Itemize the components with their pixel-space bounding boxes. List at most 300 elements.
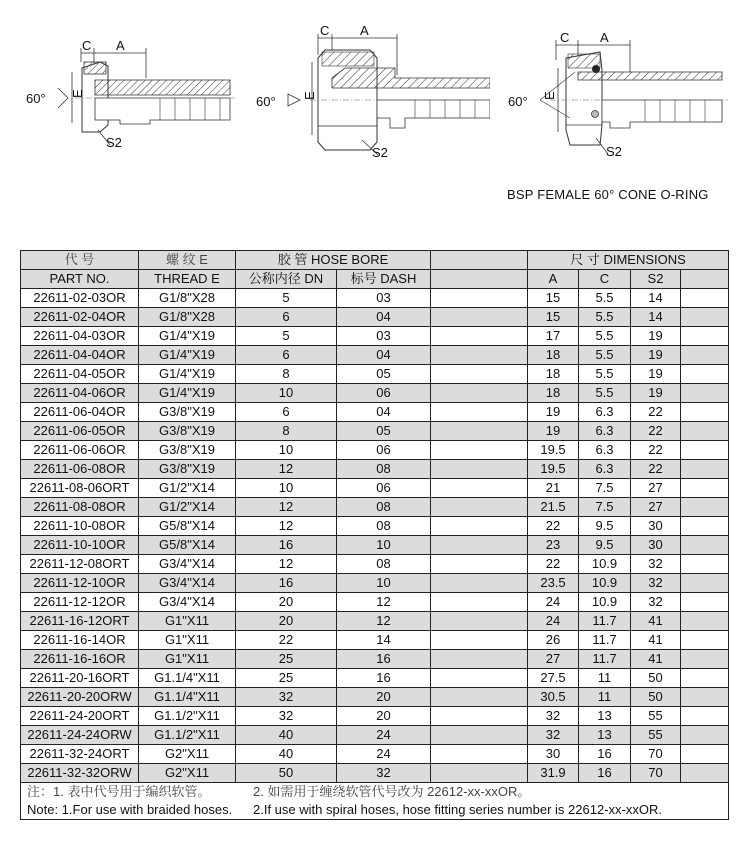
cell-s2: 70 xyxy=(631,745,681,764)
cell-dash: 32 xyxy=(337,764,431,783)
cell-blank xyxy=(431,289,528,308)
cell-blank xyxy=(681,346,729,365)
cell-a: 26 xyxy=(528,631,579,650)
cell-s2: 19 xyxy=(631,327,681,346)
note-cn-2: 2. 如需用于缠绕软管代号改为 22612-xx-xxOR。 xyxy=(253,784,531,799)
cell-part: 22611-06-04OR xyxy=(21,403,139,422)
cell-a: 18 xyxy=(528,384,579,403)
cell-blank xyxy=(431,555,528,574)
table-row xyxy=(21,631,729,650)
cell-thread: G1"X11 xyxy=(139,631,236,650)
table-row xyxy=(21,593,729,612)
cell-dn: 12 xyxy=(236,555,337,574)
cell-c: 7.5 xyxy=(579,479,631,498)
cell-c: 10.9 xyxy=(579,555,631,574)
cell-s2: 14 xyxy=(631,308,681,327)
cell-dash: 12 xyxy=(337,612,431,631)
cell-thread: G1.1/4"X11 xyxy=(139,688,236,707)
cell-blank xyxy=(431,308,528,327)
cell-c: 16 xyxy=(579,745,631,764)
table-row xyxy=(21,365,729,384)
cell-blank xyxy=(681,764,729,783)
cell-dn: 40 xyxy=(236,726,337,745)
cell-a: 30 xyxy=(528,745,579,764)
fitting-diagram-icon xyxy=(20,0,240,160)
cell-dn: 10 xyxy=(236,479,337,498)
notes-cn xyxy=(27,783,728,801)
cell-blank xyxy=(681,384,729,403)
cell-blank xyxy=(431,593,528,612)
cell-thread: G1/2"X14 xyxy=(139,498,236,517)
notes-en xyxy=(27,801,728,819)
cell-dash: 16 xyxy=(337,650,431,669)
cell-blank xyxy=(431,441,528,460)
cell-blank xyxy=(681,403,729,422)
header-blank xyxy=(681,270,729,289)
header-blank xyxy=(431,251,528,270)
cell-dn: 12 xyxy=(236,460,337,479)
svg-text:E: E xyxy=(542,91,557,100)
cell-thread: G1/8"X28 xyxy=(139,308,236,327)
header-thread-cn: 螺 纹 E xyxy=(139,251,236,270)
cell-blank xyxy=(431,498,528,517)
cell-part: 22611-04-03OR xyxy=(21,327,139,346)
cell-c: 11.7 xyxy=(579,631,631,650)
cell-c: 5.5 xyxy=(579,327,631,346)
cell-a: 27 xyxy=(528,650,579,669)
cell-thread: G1/4"X19 xyxy=(139,384,236,403)
cell-part: 22611-24-20ORT xyxy=(21,707,139,726)
cell-c: 9.5 xyxy=(579,536,631,555)
product-caption: BSP FEMALE 60° CONE O-RING xyxy=(507,187,709,202)
svg-text:A: A xyxy=(360,23,369,38)
cell-blank xyxy=(431,688,528,707)
cell-blank xyxy=(431,574,528,593)
table-row xyxy=(21,498,729,517)
cell-a: 19 xyxy=(528,403,579,422)
specifications-table xyxy=(20,250,729,820)
header-dn: 公称内径 DN xyxy=(236,270,337,289)
cell-dn: 25 xyxy=(236,669,337,688)
cell-thread: G5/8"X14 xyxy=(139,517,236,536)
svg-text:A: A xyxy=(600,30,609,45)
svg-text:C: C xyxy=(560,30,570,45)
cell-blank xyxy=(681,536,729,555)
table-row xyxy=(21,346,729,365)
header-row-2 xyxy=(21,270,729,289)
cell-s2: 32 xyxy=(631,574,681,593)
cell-thread: G1/4"X19 xyxy=(139,346,236,365)
note-en-2: 2.If use with spiral hoses, hose fitting series number is 22612-xx-xxOR. xyxy=(253,802,662,817)
cell-s2: 41 xyxy=(631,650,681,669)
cell-s2: 30 xyxy=(631,536,681,555)
cell-thread: G3/4"X14 xyxy=(139,574,236,593)
cell-a: 18 xyxy=(528,346,579,365)
cell-thread: G3/8"X19 xyxy=(139,422,236,441)
cell-dash: 12 xyxy=(337,593,431,612)
cell-thread: G1/2"X14 xyxy=(139,479,236,498)
cell-dash: 24 xyxy=(337,745,431,764)
cell-a: 30.5 xyxy=(528,688,579,707)
cell-blank xyxy=(681,479,729,498)
cell-c: 10.9 xyxy=(579,574,631,593)
cell-thread: G2"X11 xyxy=(139,745,236,764)
fitting-diagram-icon xyxy=(500,0,730,165)
svg-text:60°: 60° xyxy=(508,94,528,109)
cell-dash: 04 xyxy=(337,308,431,327)
cell-part: 22611-08-08OR xyxy=(21,498,139,517)
cell-dash: 04 xyxy=(337,346,431,365)
cell-dash: 08 xyxy=(337,460,431,479)
table-row xyxy=(21,669,729,688)
fitting-drawing-1 xyxy=(20,0,240,160)
note-en-1: Note: 1.For use with braided hoses. xyxy=(27,802,233,817)
cell-dash: 03 xyxy=(337,289,431,308)
cell-blank xyxy=(431,327,528,346)
cell-thread: G1.1/4"X11 xyxy=(139,669,236,688)
table-row xyxy=(21,745,729,764)
cell-dn: 12 xyxy=(236,517,337,536)
cell-s2: 41 xyxy=(631,612,681,631)
cell-a: 27.5 xyxy=(528,669,579,688)
cell-part: 22611-12-12OR xyxy=(21,593,139,612)
cell-part: 22611-04-06OR xyxy=(21,384,139,403)
cell-c: 6.3 xyxy=(579,460,631,479)
cell-part: 22611-04-05OR xyxy=(21,365,139,384)
cell-dn: 5 xyxy=(236,289,337,308)
cell-s2: 22 xyxy=(631,403,681,422)
cell-blank xyxy=(681,726,729,745)
fitting-drawing-3 xyxy=(500,0,730,165)
table-row xyxy=(21,536,729,555)
svg-text:E: E xyxy=(302,91,317,100)
cell-blank xyxy=(681,555,729,574)
svg-text:E: E xyxy=(70,89,85,98)
table-row xyxy=(21,289,729,308)
cell-blank xyxy=(431,384,528,403)
cell-blank xyxy=(431,631,528,650)
cell-a: 32 xyxy=(528,726,579,745)
cell-thread: G1/4"X19 xyxy=(139,365,236,384)
cell-c: 16 xyxy=(579,764,631,783)
table-row xyxy=(21,707,729,726)
cell-s2: 32 xyxy=(631,593,681,612)
header-dimensions: 尺 寸 DIMENSIONS xyxy=(528,251,729,270)
cell-c: 5.5 xyxy=(579,346,631,365)
cell-part: 22611-10-10OR xyxy=(21,536,139,555)
cell-c: 5.5 xyxy=(579,289,631,308)
cell-c: 7.5 xyxy=(579,498,631,517)
cell-blank xyxy=(431,422,528,441)
cell-s2: 70 xyxy=(631,764,681,783)
cell-blank xyxy=(431,536,528,555)
cell-a: 24 xyxy=(528,612,579,631)
cell-c: 10.9 xyxy=(579,593,631,612)
svg-text:C: C xyxy=(82,38,92,53)
fitting-diagram-icon xyxy=(250,0,490,165)
cell-thread: G2"X11 xyxy=(139,764,236,783)
cell-a: 23 xyxy=(528,536,579,555)
table-row xyxy=(21,460,729,479)
cell-a: 22 xyxy=(528,517,579,536)
svg-text:S2: S2 xyxy=(606,144,622,159)
cell-part: 22611-02-03OR xyxy=(21,289,139,308)
cell-s2: 27 xyxy=(631,498,681,517)
cell-blank xyxy=(431,669,528,688)
cell-s2: 50 xyxy=(631,688,681,707)
cell-dash: 14 xyxy=(337,631,431,650)
cell-dn: 6 xyxy=(236,308,337,327)
header-part-no: PART NO. xyxy=(21,270,139,289)
table-row xyxy=(21,726,729,745)
cell-dash: 06 xyxy=(337,441,431,460)
cell-blank xyxy=(431,650,528,669)
cell-blank xyxy=(681,422,729,441)
cell-blank xyxy=(431,517,528,536)
cell-dash: 10 xyxy=(337,536,431,555)
cell-s2: 19 xyxy=(631,384,681,403)
table-row xyxy=(21,688,729,707)
header-dash: 标号 DASH xyxy=(337,270,431,289)
header-c: C xyxy=(579,270,631,289)
cell-dn: 20 xyxy=(236,593,337,612)
cell-dash: 03 xyxy=(337,327,431,346)
table-row xyxy=(21,764,729,783)
cell-dn: 8 xyxy=(236,365,337,384)
header-hose-bore: 胶 管 HOSE BORE xyxy=(236,251,431,270)
cell-blank xyxy=(681,669,729,688)
cell-a: 18 xyxy=(528,365,579,384)
cell-part: 22611-16-12ORT xyxy=(21,612,139,631)
cell-part: 22611-06-06OR xyxy=(21,441,139,460)
cell-a: 31.9 xyxy=(528,764,579,783)
table-row xyxy=(21,384,729,403)
cell-c: 6.3 xyxy=(579,403,631,422)
cell-s2: 22 xyxy=(631,460,681,479)
cell-c: 11.7 xyxy=(579,650,631,669)
table-row xyxy=(21,327,729,346)
cell-part: 22611-12-08ORT xyxy=(21,555,139,574)
cell-thread: G3/8"X19 xyxy=(139,441,236,460)
cell-dash: 16 xyxy=(337,669,431,688)
cell-dash: 10 xyxy=(337,574,431,593)
cell-a: 21 xyxy=(528,479,579,498)
cell-blank xyxy=(681,517,729,536)
cell-thread: G3/8"X19 xyxy=(139,403,236,422)
cell-blank xyxy=(431,346,528,365)
cell-c: 6.3 xyxy=(579,441,631,460)
cell-dn: 32 xyxy=(236,707,337,726)
cell-dash: 08 xyxy=(337,517,431,536)
header-thread: THREAD E xyxy=(139,270,236,289)
cell-c: 13 xyxy=(579,726,631,745)
cell-blank xyxy=(431,726,528,745)
cell-thread: G5/8"X14 xyxy=(139,536,236,555)
cell-a: 19 xyxy=(528,422,579,441)
header-row-1 xyxy=(21,251,729,270)
cell-a: 19.5 xyxy=(528,460,579,479)
cell-dn: 22 xyxy=(236,631,337,650)
table-row xyxy=(21,441,729,460)
cell-blank xyxy=(431,707,528,726)
svg-text:C: C xyxy=(320,23,330,38)
cell-s2: 27 xyxy=(631,479,681,498)
cell-part: 22611-32-32ORW xyxy=(21,764,139,783)
cell-c: 5.5 xyxy=(579,308,631,327)
cell-s2: 30 xyxy=(631,517,681,536)
note-cn-1: 注：1. 表中代号用于编织软管。 xyxy=(27,784,211,799)
cell-a: 19.5 xyxy=(528,441,579,460)
table-row xyxy=(21,555,729,574)
cell-blank xyxy=(681,688,729,707)
cell-s2: 19 xyxy=(631,346,681,365)
cell-s2: 55 xyxy=(631,726,681,745)
cell-part: 22611-08-06ORT xyxy=(21,479,139,498)
cell-part: 22611-06-05OR xyxy=(21,422,139,441)
cell-a: 17 xyxy=(528,327,579,346)
cell-dash: 05 xyxy=(337,365,431,384)
cell-blank xyxy=(681,593,729,612)
cell-c: 9.5 xyxy=(579,517,631,536)
cell-thread: G1.1/2"X11 xyxy=(139,726,236,745)
cell-part: 22611-04-04OR xyxy=(21,346,139,365)
notes-row xyxy=(21,783,729,820)
cell-part: 22611-10-08OR xyxy=(21,517,139,536)
cell-dn: 20 xyxy=(236,612,337,631)
cell-thread: G1/4"X19 xyxy=(139,327,236,346)
cell-blank xyxy=(431,365,528,384)
cell-dn: 6 xyxy=(236,403,337,422)
cell-dash: 05 xyxy=(337,422,431,441)
cell-thread: G3/4"X14 xyxy=(139,593,236,612)
cell-c: 13 xyxy=(579,707,631,726)
cell-blank xyxy=(681,745,729,764)
cell-blank xyxy=(681,460,729,479)
header-a: A xyxy=(528,270,579,289)
cell-s2: 32 xyxy=(631,555,681,574)
table-row xyxy=(21,422,729,441)
cell-c: 11.7 xyxy=(579,612,631,631)
table-row xyxy=(21,612,729,631)
header-part-cn: 代 号 xyxy=(21,251,139,270)
cell-dash: 20 xyxy=(337,688,431,707)
cell-part: 22611-20-16ORT xyxy=(21,669,139,688)
cell-blank xyxy=(681,441,729,460)
cell-blank xyxy=(431,612,528,631)
cell-blank xyxy=(681,650,729,669)
cell-a: 15 xyxy=(528,308,579,327)
header-s2: S2 xyxy=(631,270,681,289)
cell-part: 22611-20-20ORW xyxy=(21,688,139,707)
svg-text:60°: 60° xyxy=(26,91,46,106)
cell-thread: G1.1/2"X11 xyxy=(139,707,236,726)
cell-blank xyxy=(681,574,729,593)
cell-blank xyxy=(681,327,729,346)
cell-a: 32 xyxy=(528,707,579,726)
cell-dn: 5 xyxy=(236,327,337,346)
cell-dn: 12 xyxy=(236,498,337,517)
cell-dash: 08 xyxy=(337,498,431,517)
cell-blank xyxy=(681,707,729,726)
cell-dn: 16 xyxy=(236,574,337,593)
cell-blank xyxy=(431,460,528,479)
cell-part: 22611-06-08OR xyxy=(21,460,139,479)
cell-dash: 08 xyxy=(337,555,431,574)
cell-s2: 55 xyxy=(631,707,681,726)
cell-blank xyxy=(681,631,729,650)
notes-cell xyxy=(21,783,729,820)
cell-part: 22611-32-24ORT xyxy=(21,745,139,764)
cell-dn: 8 xyxy=(236,422,337,441)
cell-c: 11 xyxy=(579,669,631,688)
cell-c: 5.5 xyxy=(579,384,631,403)
cell-dn: 10 xyxy=(236,384,337,403)
svg-text:S2: S2 xyxy=(106,135,122,150)
cell-a: 23.5 xyxy=(528,574,579,593)
cell-dn: 25 xyxy=(236,650,337,669)
table-row xyxy=(21,517,729,536)
cell-blank xyxy=(681,289,729,308)
cell-thread: G1"X11 xyxy=(139,612,236,631)
cell-a: 21.5 xyxy=(528,498,579,517)
cell-blank xyxy=(431,745,528,764)
cell-thread: G3/8"X19 xyxy=(139,460,236,479)
cell-dash: 24 xyxy=(337,726,431,745)
cell-s2: 19 xyxy=(631,365,681,384)
cell-a: 15 xyxy=(528,289,579,308)
cell-s2: 22 xyxy=(631,441,681,460)
header-blank xyxy=(431,270,528,289)
cell-part: 22611-12-10OR xyxy=(21,574,139,593)
table-row xyxy=(21,308,729,327)
cell-c: 11 xyxy=(579,688,631,707)
cell-dn: 50 xyxy=(236,764,337,783)
cell-a: 24 xyxy=(528,593,579,612)
cell-dn: 40 xyxy=(236,745,337,764)
cell-blank xyxy=(431,764,528,783)
cell-blank xyxy=(681,498,729,517)
cell-dash: 04 xyxy=(337,403,431,422)
table-body xyxy=(21,289,729,783)
cell-c: 6.3 xyxy=(579,422,631,441)
cell-dash: 06 xyxy=(337,384,431,403)
cell-blank xyxy=(431,479,528,498)
cell-s2: 14 xyxy=(631,289,681,308)
cell-blank xyxy=(681,612,729,631)
cell-blank xyxy=(681,365,729,384)
cell-s2: 41 xyxy=(631,631,681,650)
cell-s2: 22 xyxy=(631,422,681,441)
cell-thread: G1/8"X28 xyxy=(139,289,236,308)
table-row xyxy=(21,403,729,422)
cell-part: 22611-24-24ORW xyxy=(21,726,139,745)
svg-text:A: A xyxy=(116,38,125,53)
svg-text:60°: 60° xyxy=(256,94,276,109)
cell-blank xyxy=(431,403,528,422)
cell-dash: 06 xyxy=(337,479,431,498)
cell-c: 5.5 xyxy=(579,365,631,384)
cell-dn: 10 xyxy=(236,441,337,460)
cell-dn: 6 xyxy=(236,346,337,365)
cell-dn: 16 xyxy=(236,536,337,555)
cell-part: 22611-16-16OR xyxy=(21,650,139,669)
cell-part: 22611-16-14OR xyxy=(21,631,139,650)
cell-dn: 32 xyxy=(236,688,337,707)
cell-thread: G3/4"X14 xyxy=(139,555,236,574)
cell-part: 22611-02-04OR xyxy=(21,308,139,327)
cell-a: 22 xyxy=(528,555,579,574)
cell-dash: 20 xyxy=(337,707,431,726)
